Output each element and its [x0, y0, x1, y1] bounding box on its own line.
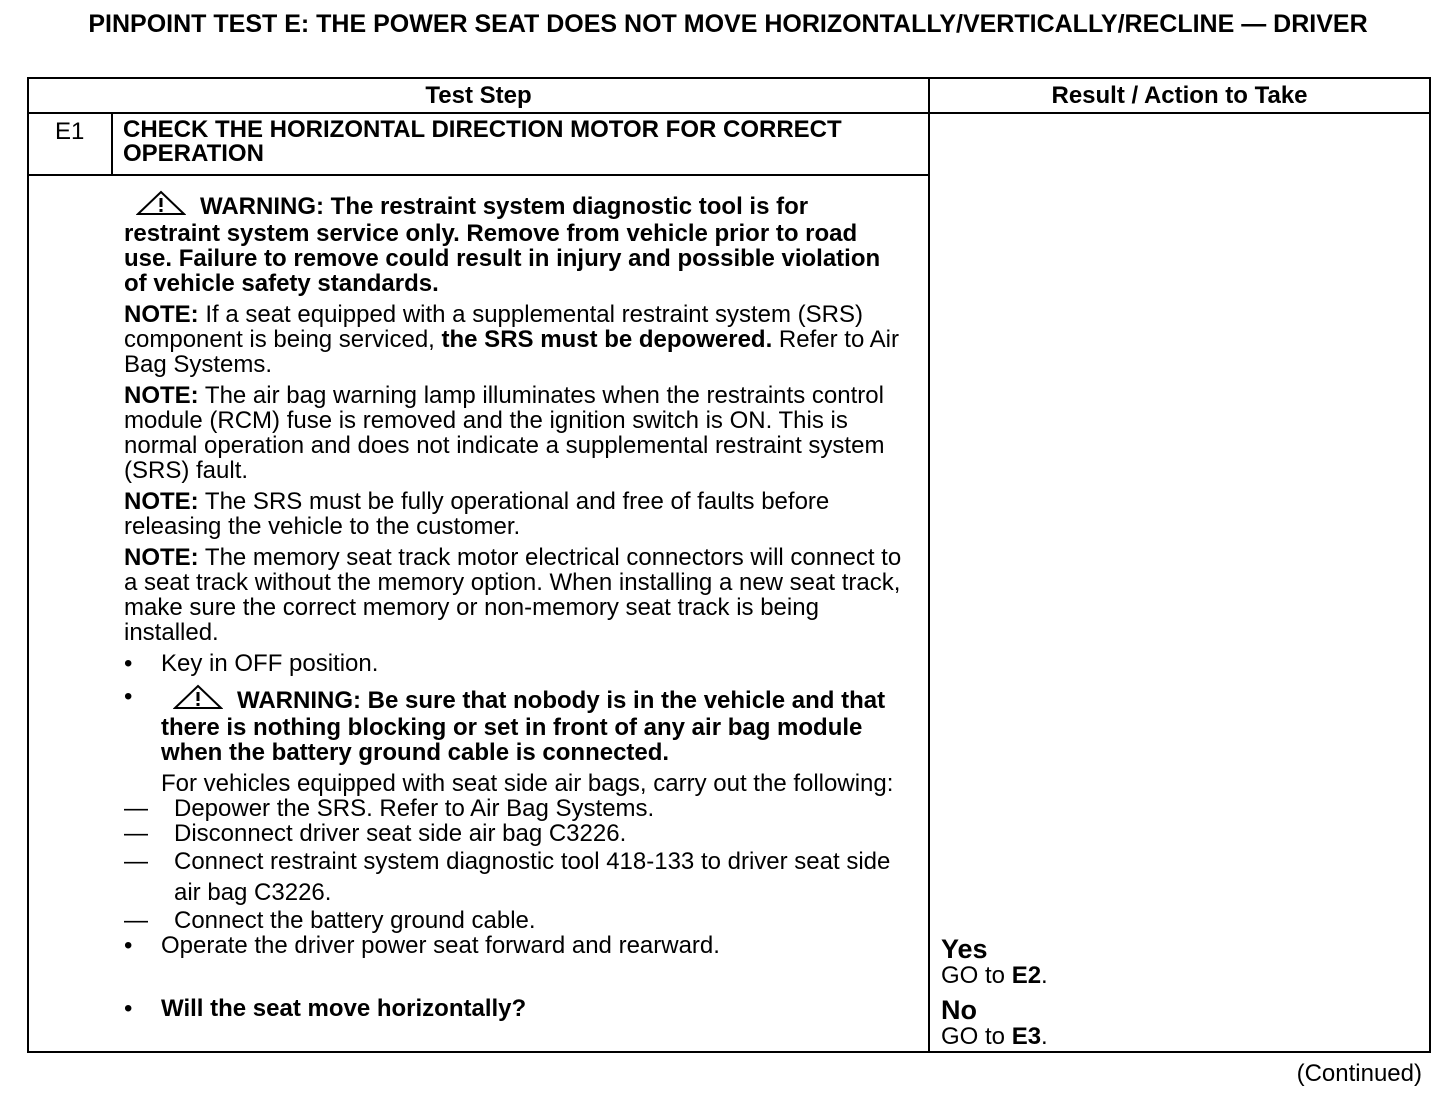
note-2-label: NOTE:	[124, 382, 199, 409]
continued-label: (Continued)	[1296, 1060, 1422, 1087]
step-body	[28, 175, 929, 1052]
warning-triangle-icon	[173, 684, 223, 715]
dash-item-4	[124, 908, 904, 933]
dash-item-3	[124, 846, 904, 908]
warning-1-text: WARNING: The restraint system diagnostic tool is for restraint system service only. Remove from vehicle prior to road use. Failure to remove could result in injury and possible violation of vehicle safety standards.	[124, 193, 881, 297]
bullet-operate-seat-text: Operate the driver power seat forward and rearward.	[161, 932, 720, 959]
bullet-side-airbags	[124, 684, 904, 796]
result-yes-action	[941, 963, 1421, 988]
note-2-text: The air bag warning lamp illuminates when the restraints control module (RCM) fuse is removed and the ignition switch is ON. This is normal operation and does not indicate a supplemental restraint system (SRS) fault.	[124, 382, 885, 484]
note-1-label: NOTE:	[124, 301, 199, 328]
bullet-side-airbags-text: For vehicles equipped with seat side air bags, carry out the following:	[161, 770, 894, 797]
result-no-prefix: GO to	[941, 1023, 1012, 1050]
bullet-question	[124, 996, 904, 1021]
step-id: E1	[28, 113, 112, 175]
bullet-mark: •	[124, 932, 133, 959]
dash-mark: —	[124, 795, 148, 822]
dash-list	[124, 796, 904, 933]
note-1	[124, 302, 904, 377]
warning-2-text: WARNING: Be sure that nobody is in the vehicle and that there is nothing blocking or set in front of any air bag module when the battery ground cable is connected.	[161, 687, 886, 766]
bullet-mark: •	[124, 650, 133, 677]
warning-triangle-icon	[136, 190, 186, 221]
result-yes-suffix: .	[1041, 962, 1048, 989]
note-1-text-a: If a seat equipped with a supplemental restraint system (SRS) component is being serviced,	[124, 301, 863, 353]
note-4-label: NOTE:	[124, 544, 199, 571]
result-no-label: No	[941, 995, 977, 1025]
note-3-text: The SRS must be fully operational and free of faults before releasing the vehicle to the customer.	[124, 488, 830, 540]
warning-2	[161, 684, 904, 765]
result-yes-label: Yes	[941, 934, 988, 964]
dash-item-2-text: Disconnect driver seat side air bag C3226.	[174, 820, 627, 847]
pinpoint-test-table	[27, 77, 1431, 1053]
note-1-bold: the SRS must be depowered.	[441, 326, 773, 353]
result-cell	[929, 113, 1430, 1052]
bullet-operate-seat	[124, 933, 904, 958]
warning-1	[124, 190, 904, 296]
step-title: CHECK THE HORIZONTAL DIRECTION MOTOR FOR CORRECT OPERATION	[112, 113, 929, 175]
dash-mark: —	[124, 907, 148, 934]
note-3	[124, 489, 904, 539]
dash-item-4-text: Connect the battery ground cable.	[174, 907, 536, 934]
note-1-text-b: Refer to Air Bag Systems.	[124, 326, 899, 378]
dash-mark: —	[124, 820, 148, 847]
result-yes-prefix: GO to	[941, 962, 1012, 989]
result-no	[941, 997, 1421, 1049]
note-2	[124, 383, 904, 483]
note-4-text: The memory seat track motor electrical connectors will connect to a seat track without the memory option. When installing a new seat track, make sure the correct memory or non-memory seat track is being installed.	[124, 544, 902, 646]
header-result: Result / Action to Take	[929, 78, 1430, 113]
dash-item-1	[124, 796, 904, 821]
page-title: PINPOINT TEST E: THE POWER SEAT DOES NOT MOVE HORIZONTALLY/VERTICALLY/RECLINE — DRIVER	[88, 10, 1368, 38]
dash-item-3-text: Connect restraint system diagnostic tool 418-133 to driver seat side air bag C3226.	[174, 848, 891, 906]
result-no-action	[941, 1024, 1421, 1049]
dash-item-1-text: Depower the SRS. Refer to Air Bag Systems.	[174, 795, 655, 822]
bullet-mark: •	[124, 683, 133, 710]
note-3-label: NOTE:	[124, 488, 199, 515]
bullet-key-off	[124, 651, 904, 676]
note-4	[124, 545, 904, 645]
dash-mark: —	[124, 848, 148, 875]
bullet-mark: •	[124, 995, 133, 1022]
step-content	[124, 190, 904, 1021]
header-test-step: Test Step	[28, 78, 929, 113]
result-no-suffix: .	[1041, 1023, 1048, 1050]
bullet-question-text: Will the seat move horizontally?	[161, 995, 527, 1022]
result-yes-target: E2	[1011, 962, 1042, 989]
result-yes	[941, 936, 1421, 988]
result-no-target: E3	[1011, 1023, 1042, 1050]
bullet-key-off-text: Key in OFF position.	[161, 650, 379, 677]
dash-item-2	[124, 821, 904, 846]
